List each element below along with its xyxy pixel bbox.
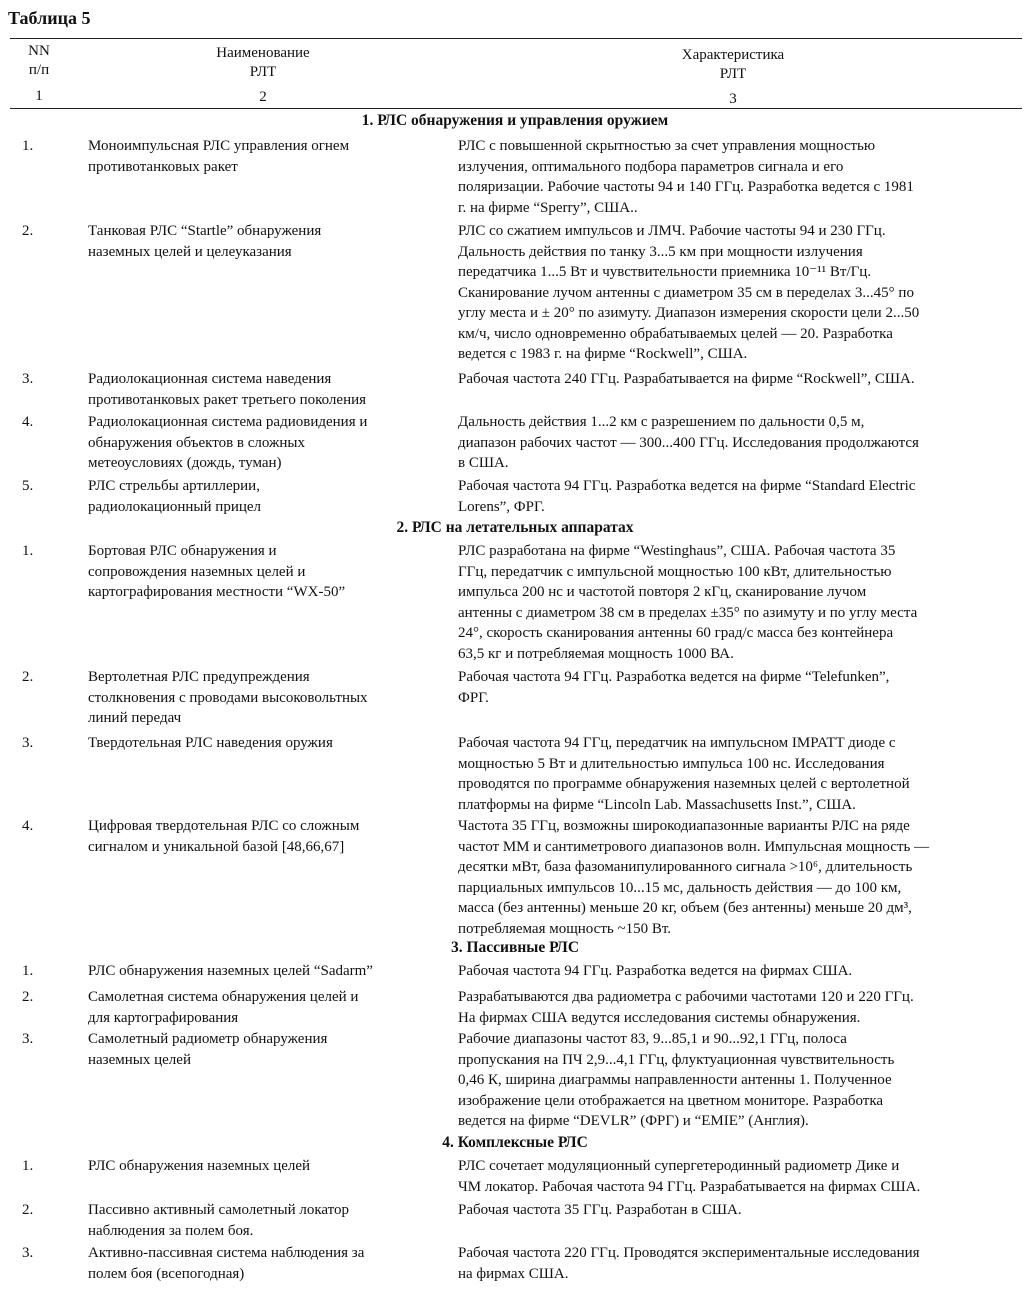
header-col-number-line1: NN — [28, 43, 50, 59]
row-description-line: потребляемая мощность ~150 Вт. — [458, 920, 672, 937]
header-col-characteristic — [633, 46, 833, 84]
header-col-name-line1: Наименование — [216, 45, 310, 61]
row-description-line: Разрабатываются два радиометра с рабочими частотами 120 и 220 ГГц. — [458, 989, 914, 1005]
row-name — [88, 667, 438, 729]
row-description-line: частот ММ и сантиметрового диапазонов волн. Импульсная мощность — — [458, 838, 930, 855]
row-name-line: РЛС обнаружения наземных целей — [88, 1158, 311, 1174]
row-number: 1. — [22, 543, 34, 559]
row-name-line: наземных целей — [88, 1051, 191, 1068]
header-number-1: 1 — [35, 88, 43, 104]
row-number: 2. — [22, 989, 34, 1005]
header-col-number-line2: п/п — [28, 62, 50, 78]
row-name-line: РЛС стрельбы артиллерии, — [88, 478, 260, 494]
row-name-line: Моноимпульсная РЛС управления огнем — [88, 138, 350, 154]
row-name-line: Вертолетная РЛС предупреждения — [88, 669, 310, 685]
row-description-line: ЧМ локатор. Рабочая частота 94 ГГц. Разрабатывается на фирмах США. — [458, 1178, 921, 1195]
row-number: 2. — [22, 1202, 34, 1218]
row-number: 2. — [22, 223, 34, 239]
row-name-line: наблюдения за полем боя. — [88, 1222, 254, 1239]
row-name-line: противотанковых ракет — [88, 158, 238, 175]
row-description — [458, 667, 1018, 708]
row-description-line: Рабочая частота 94 ГГц, передатчик на импульсном IMPATT диоде с — [458, 735, 896, 751]
row-description-line: пропускания на ПЧ 2,9...4,1 ГГц, флуктуационная чувствительность — [458, 1051, 895, 1068]
row-description-line: антенны с диаметром 38 см в пределах ±35° по азимуту и по углу места — [458, 604, 918, 621]
row-description-line: на фирмах США. — [458, 1265, 569, 1282]
row-name-line: Радиолокационная система наведения — [88, 371, 332, 387]
row-name-line: Танковая РЛС “Startle” обнаружения — [88, 223, 322, 239]
row-description-line: Рабочая частота 94 ГГц. Разработка ведется на фирмах США. — [458, 963, 853, 979]
row-number: 3. — [22, 735, 34, 751]
row-name — [88, 221, 438, 262]
row-description — [458, 1029, 1018, 1132]
row-description-line: Рабочая частота 220 ГГц. Проводятся экспериментальные исследования — [458, 1245, 920, 1261]
row-name-line: сигналом и уникальной базой [48,66,67] — [88, 838, 345, 855]
row-description — [458, 733, 1018, 815]
row-name — [88, 733, 438, 754]
row-name-line: Радиолокационная система радиовидения и — [88, 414, 368, 430]
row-description — [458, 1156, 1018, 1197]
row-description-line: диапазон рабочих частот — 300...400 ГГц. Исследования продолжаются — [458, 434, 919, 451]
section-title: 1. РЛС обнаружения и управления оружием — [361, 112, 669, 129]
row-number: 4. — [22, 414, 34, 430]
header-number-3: 3 — [729, 91, 737, 107]
row-name — [88, 1156, 438, 1177]
row-description-line: ФРГ. — [458, 689, 489, 706]
row-description-line: 24°, скорость сканирования антенны 60 град/с масса без контейнера — [458, 625, 894, 641]
section-title: 3. Пассивные РЛС — [450, 939, 580, 956]
row-number: 3. — [22, 371, 34, 387]
section-title: 2. РЛС на летательных аппаратах — [396, 519, 634, 536]
row-number: 5. — [22, 478, 34, 494]
row-name — [88, 961, 438, 982]
header-col-name-line2: РЛТ — [249, 64, 277, 80]
row-description-line: Рабочая частота 240 ГГц. Разрабатывается на фирме “Rockwell”, США. — [458, 371, 915, 387]
row-description — [458, 961, 1018, 982]
row-name-line: обнаружения объектов в сложных — [88, 434, 305, 451]
header-col-characteristic-line2: РЛТ — [719, 66, 747, 82]
row-number: 3. — [22, 1031, 34, 1047]
row-name-line: Твердотельная РЛС наведения оружия — [88, 735, 333, 751]
row-description — [458, 412, 1018, 474]
row-name — [88, 1029, 438, 1070]
row-number: 4. — [22, 818, 34, 834]
row-description-line: излучения, оптимального подбора параметров сигнала и его — [458, 158, 844, 175]
row-name — [88, 816, 438, 857]
row-name-line: Цифровая твердотельная РЛС со сложным — [88, 818, 360, 834]
row-description-line: РЛС сочетает модуляционный супергетеродинный радиометр Дике и — [458, 1158, 900, 1174]
row-description — [458, 221, 1018, 365]
row-description-line: км/ч, число одновременно обрабатываемых целей — 20. Разработка — [458, 325, 893, 342]
row-description-line: 0,46 К, ширина диаграммы направленности антенны 1. Полученное — [458, 1072, 892, 1088]
row-description — [458, 1243, 1018, 1284]
row-description — [458, 369, 1018, 390]
row-name-line: сопровождения наземных целей и — [88, 563, 306, 580]
header-bottom-rule — [10, 108, 1022, 109]
row-number: 1. — [22, 963, 34, 979]
header-top-rule — [10, 38, 1022, 39]
row-name-line: противотанковых ракет третьего поколения — [88, 391, 367, 408]
header-col-characteristic-line1: Характеристика — [681, 47, 785, 63]
row-name — [88, 476, 438, 517]
row-name-line: радиолокационный прицел — [88, 498, 262, 515]
row-name — [88, 1243, 438, 1284]
row-description-line: десятки мВт, база фазоманипулированного сигнала >10⁶, длительность — [458, 859, 913, 875]
row-description-line: масса (без антенны) меньше 20 кг, объем (без антенны) меньше 20 дм³, — [458, 900, 912, 916]
row-name-line: наземных целей и целеуказания — [88, 243, 292, 260]
row-description-line: Дальность действия 1...2 км с разрешением по дальности 0,5 м, — [458, 414, 865, 430]
row-number: 1. — [22, 1158, 34, 1174]
row-description — [458, 987, 1018, 1028]
header-col-name — [163, 44, 363, 82]
row-description-line: РЛС со сжатием импульсов и ЛМЧ. Рабочие частоты 94 и 230 ГГц. — [458, 223, 886, 239]
row-description-line: г. на фирме “Sperry”, США.. — [458, 199, 638, 216]
row-name-line: Активно-пассивная система наблюдения за — [88, 1245, 365, 1261]
row-description-line: поляризации. Рабочие частоты 94 и 140 ГГц. Разработка ведется с 1981 — [458, 179, 914, 195]
row-description-line: Частота 35 ГГц, возможны широкодиапазонные варианты РЛС на ряде — [458, 818, 910, 834]
row-description-line: На фирмах США ведутся исследования системы обнаружения. — [458, 1009, 861, 1026]
row-description-line: Сканирование лучом антенны с диаметром 35 см в переделах 3...45° по — [458, 284, 914, 301]
row-name-line: метеоусловиях (дождь, туман) — [88, 455, 282, 471]
row-description-line: передатчика 1...5 Вт и чувствительности приемника 10⁻¹¹ Вт/Гц. — [458, 264, 872, 280]
row-description-line: РЛС разработана на фирме “Westinghaus”, США. Рабочая частота 35 — [458, 543, 896, 559]
row-name-line: Пассивно активный самолетный локатор — [88, 1202, 350, 1218]
row-name — [88, 541, 438, 603]
row-description-line: Рабочие диапазоны частот 83, 9...85,1 и 90...92,1 ГГц, полоса — [458, 1031, 847, 1047]
row-description — [458, 541, 1018, 664]
header-col-number — [14, 42, 64, 80]
row-description-line: ведется на фирме “DEVLR” (ФРГ) и “EMIE” (Англия). — [458, 1113, 809, 1129]
row-description-line: Рабочая частота 94 ГГц. Разработка ведется на фирме “Telefunken”, — [458, 669, 890, 685]
row-name — [88, 412, 438, 474]
row-description-line: Рабочая частота 35 ГГц. Разработан в США. — [458, 1202, 742, 1218]
row-name-line: Самолетный радиометр обнаружения — [88, 1031, 328, 1047]
row-description-line: парциальных импульсов 10...15 мс, дальность действия — до 100 км, — [458, 879, 902, 896]
row-name — [88, 136, 438, 177]
row-description-line: проводятся по программе обнаружения наземных целей с вертолетной — [458, 776, 910, 792]
row-description-line: платформы на фирме “Lincoln Lab. Massachusetts Inst.”, США. — [458, 796, 856, 813]
row-description — [458, 136, 1018, 218]
row-description-line: углу места и ± 20° по азимуту. Диапазон измерения скорости цели 2...50 — [458, 305, 920, 321]
row-number: 2. — [22, 669, 34, 685]
row-description-line: мощностью 5 Вт и длительностью импульса 100 нс. Исследования — [458, 755, 885, 772]
row-name-line: РЛС обнаружения наземных целей “Sadarm” — [88, 963, 373, 979]
row-name — [88, 369, 438, 410]
row-name — [88, 1200, 438, 1241]
row-name-line: картографирования местности “WX-50” — [88, 584, 346, 600]
row-description-line: Рабочая частота 94 ГГц. Разработка ведется на фирме “Standard Electric — [458, 478, 916, 494]
row-name-line: полем боя (всепогодная) — [88, 1265, 245, 1282]
row-description-line: ГГц, передатчик с импульсной мощностью 100 кВт, длительностью — [458, 563, 892, 580]
row-description — [458, 816, 1018, 939]
row-description-line: Дальность действия по танку 3...5 км при мощности излучения — [458, 243, 863, 260]
row-number: 3. — [22, 1245, 34, 1261]
row-description-line: 63,5 кг и потребляемая мощность 1000 ВА. — [458, 645, 734, 662]
row-description-line: РЛС с повышенной скрытностью за счет управления мощностью — [458, 138, 876, 154]
row-name-line: линий передач — [88, 710, 182, 726]
row-description-line: изображение цели отображается на цветном мониторе. Разработка — [458, 1092, 884, 1109]
row-description-line: Lorens”, ФРГ. — [458, 498, 545, 515]
row-name — [88, 987, 438, 1028]
row-name-line: столкновения с проводами высоковольтных — [88, 689, 368, 706]
row-name-line: Самолетная система обнаружения целей и — [88, 989, 359, 1005]
row-description — [458, 1200, 1018, 1221]
row-description-line: в США. — [458, 455, 509, 471]
section-title: 4. Комплексные РЛС — [442, 1134, 588, 1151]
row-name-line: для картографирования — [88, 1009, 239, 1026]
row-number: 1. — [22, 138, 34, 154]
table-caption: Таблица 5 — [8, 8, 91, 28]
row-description — [458, 476, 1018, 517]
row-name-line: Бортовая РЛС обнаружения и — [88, 543, 277, 559]
row-description-line: ведется с 1983 г. на фирме “Rockwell”, США. — [458, 346, 748, 362]
header-number-2: 2 — [259, 89, 267, 105]
row-description-line: импульса 200 нс и частотой повторя 2 кГц, сканирование лучом — [458, 584, 867, 600]
